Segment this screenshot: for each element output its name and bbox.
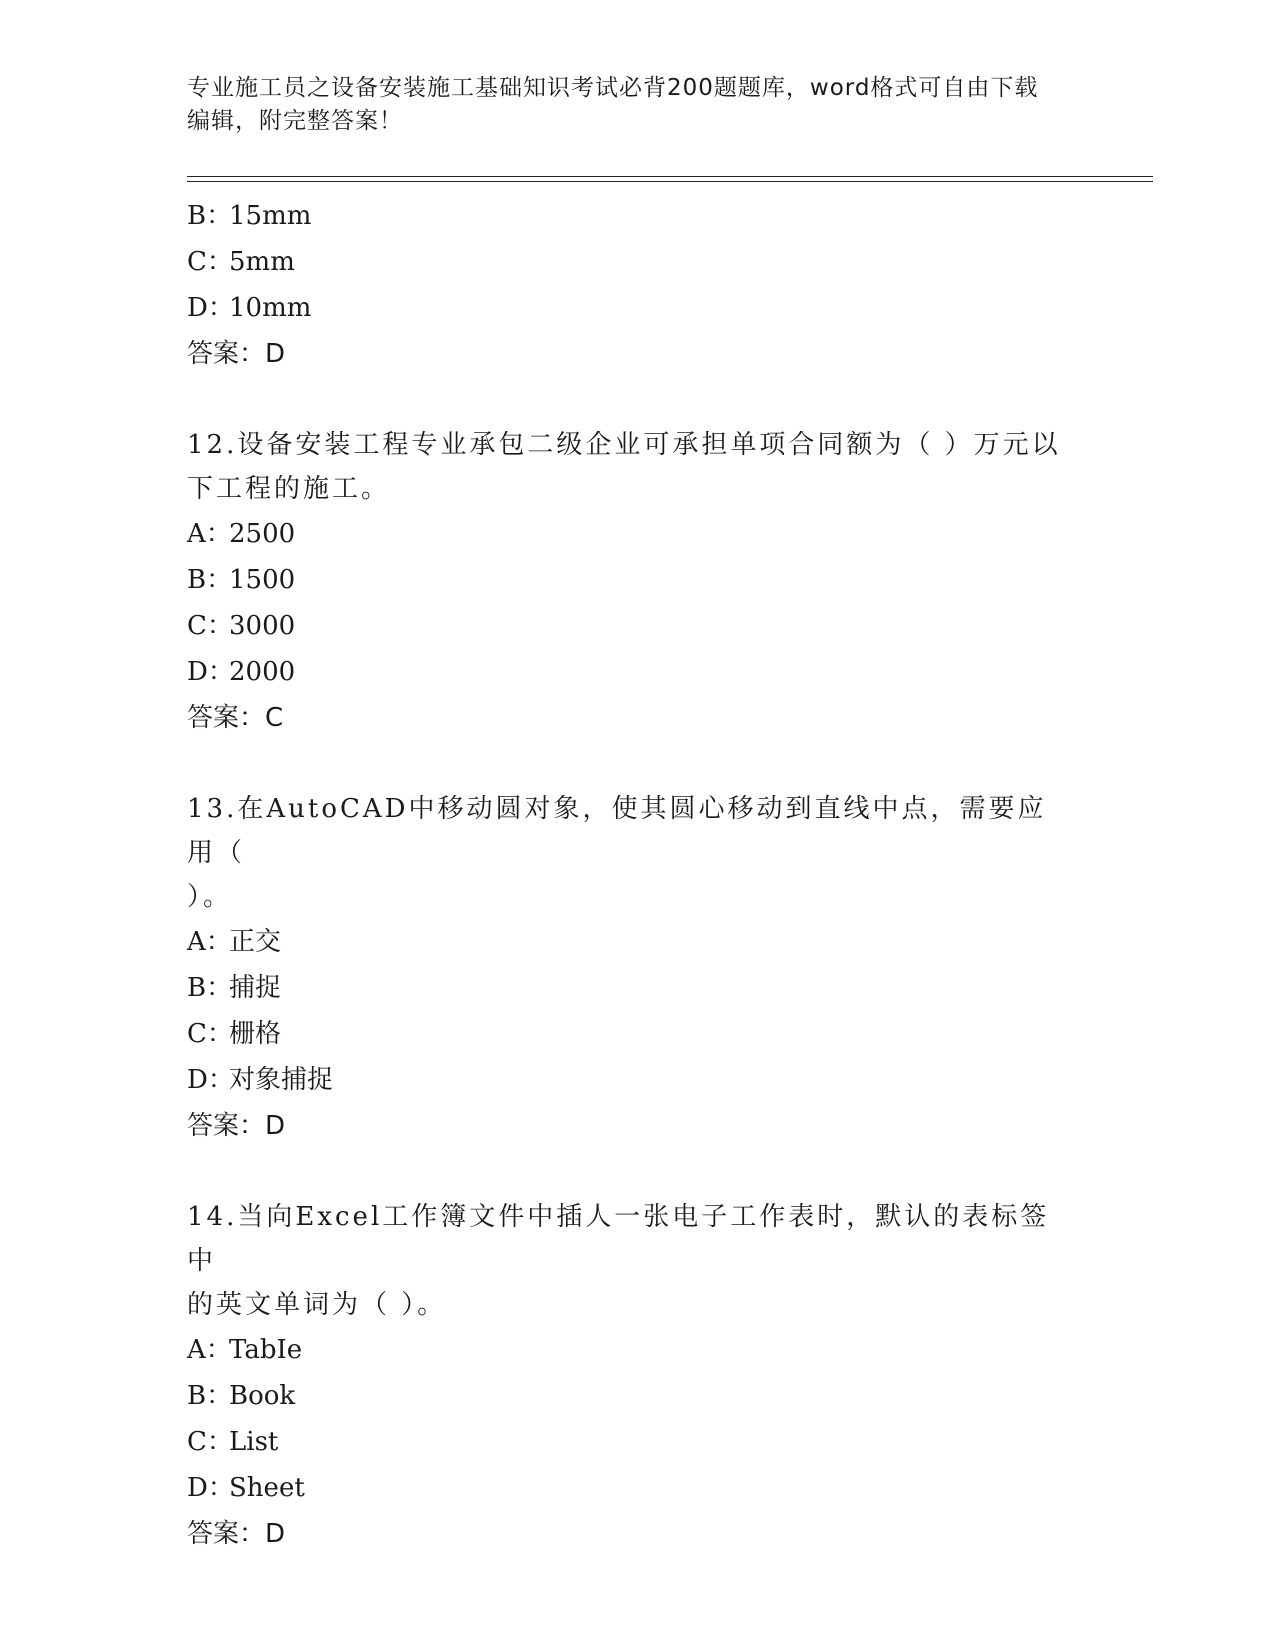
answer-line: 答案：C [187,703,284,733]
header-title-line-2: 编辑，附完整答案！ [187,108,403,134]
option-a: A：正交 [187,927,282,957]
option-d: D：10mm [187,293,312,323]
option-d: D：2000 [187,657,296,687]
option-d: D：Sheet [187,1473,305,1503]
header-divider-bottom [187,181,1153,182]
answer-line: 答案：D [187,339,286,369]
option-b: B：捕捉 [187,973,282,1003]
option-d: D：对象捕捉 [187,1065,334,1095]
answer-line: 答案：D [187,1519,286,1549]
document-header [187,72,1067,138]
question-stem: 13.在AutoCAD中移动圆对象，使其圆心移动到直线中点，需要应用（ ）。 [187,794,1047,912]
option-a: A：TabIe [187,1335,303,1365]
option-c: C：5mm [187,247,295,277]
question-stem: 12.设备安装工程专业承包二级企业可承担单项合同额为（ ）万元以 下工程的施工。 [187,430,1061,504]
option-c: C：3000 [187,611,296,641]
question-list [187,193,1087,1557]
question-13 [187,787,1087,1149]
question-11-continued [187,193,1087,377]
question-12 [187,423,1087,741]
option-c: C：List [187,1427,279,1457]
option-c: C：栅格 [187,1019,282,1049]
header-title-line-1: 专业施工员之设备安装施工基础知识考试必背200题题库，word格式可自由下载 [187,75,1039,101]
option-a: A：2500 [187,519,296,549]
option-b: B：1500 [187,565,296,595]
option-b: B：Book [187,1381,296,1411]
option-b: B：15mm [187,201,312,231]
question-14 [187,1195,1087,1557]
answer-line: 答案：D [187,1111,286,1141]
question-stem: 14.当向Excel工作簿文件中插人一张电子工作表时，默认的表标签中 的英文单词为（ ）。 [187,1202,1050,1320]
header-divider-top [187,176,1153,177]
